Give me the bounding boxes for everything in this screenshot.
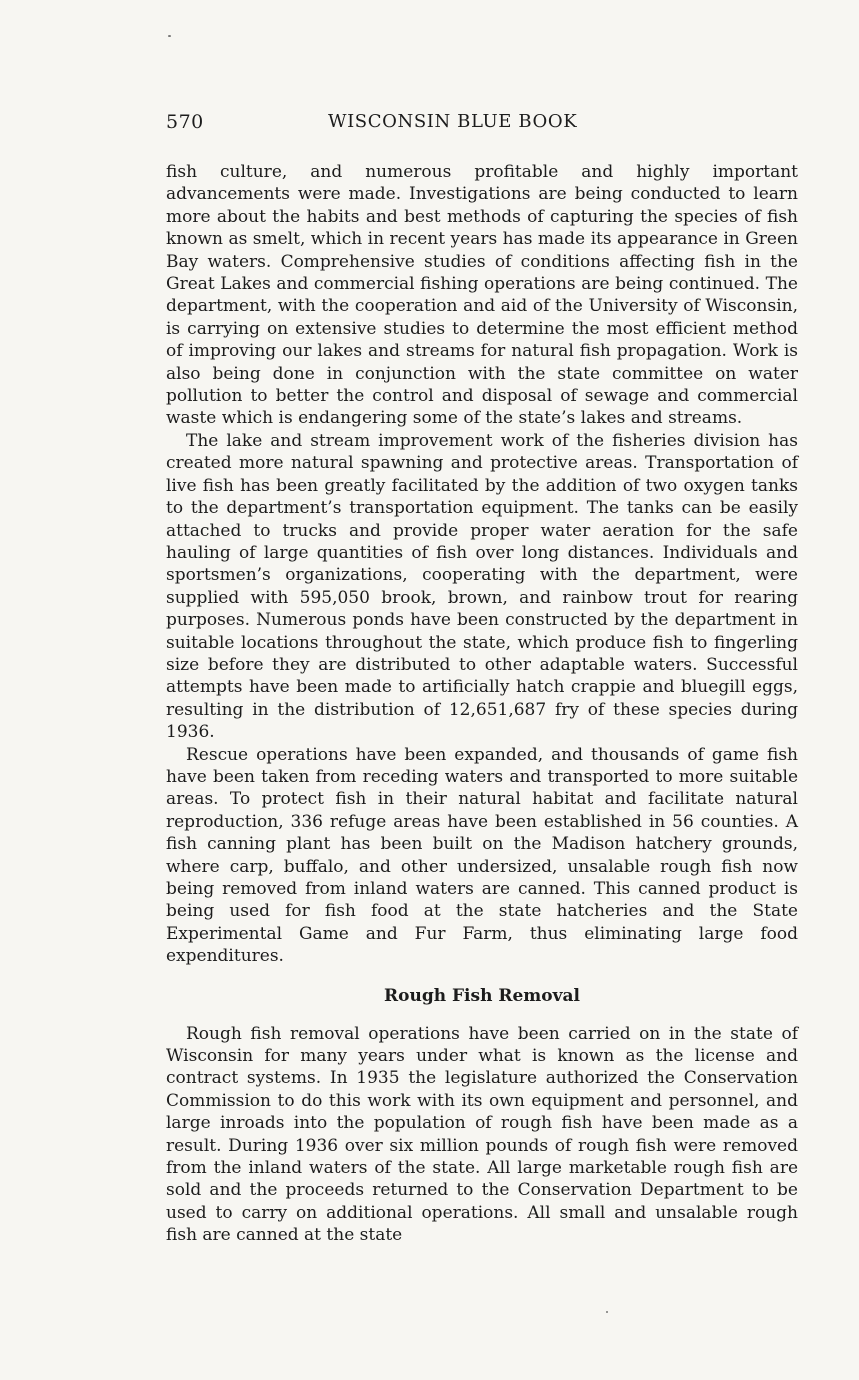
paragraph: Rough fish removal operations have been carried on in the state of Wisconsin for many years under what is known as the license and contract systems. In 1935 the legislature authorized the Conservation Commission to do this work with its own equipment and personnel, and large inroads into the population of rough fish have been made as a result. During 1936 over six million pounds of rough fish were removed from the inland waters of the state. All large marketable rough fish are sold and the proceeds returned to the Conservation Department to be used to carry on additional operations. All small and unsalable rough fish are canned at the state [166, 1023, 798, 1246]
book-title: WISCONSIN BLUE BOOK [328, 111, 578, 132]
paragraph: fish culture, and numerous profitable and highly important advancements were made. Investigations are being conducted to learn more about the habits and best methods of capturing the species of fish known as smelt, which in recent years has made its appearance in Green Bay waters. Comprehensive studies of conditions affecting fish in the Great Lakes and commercial fishing operations are being continued. The department, with the cooperation and aid of the University of Wisconsin, is carrying on extensive studies to determine the most efficient method of improving our lakes and streams for natural fish propagation. Work is also being done in conjunction with the state committee on water pollution to better the control and disposal of sewage and commercial waste which is endangering some of the state’s lakes and streams. [166, 162, 798, 429]
paragraph: Rescue operations have been expanded, and thousands of game fish have been taken from receding waters and transported to more suitable areas. To protect fish in their natural habitat and facilitate natural reproduction, 336 refuge areas have been established in 56 counties. A fish canning plant has been built on the Madison hatchery grounds, where carp, buffalo, and other undersized, unsalable rough fish now being removed from inland waters are canned. This canned product is being used for fish food at the state hatcheries and the State Experimental Game and Fur Farm, thus eliminating large food expenditures. [166, 744, 798, 967]
paper-speck [168, 35, 171, 37]
body-text [166, 161, 798, 1247]
section-heading: Rough Fish Removal [384, 985, 580, 1006]
paragraph: The lake and stream improvement work of the fisheries division has created more natural spawning and protective areas. Transportation of live fish has been greatly facilitated by the addition of two oxygen tanks to the department’s transportation equipment. The tanks can be easily attached to trucks and provide proper water aeration for the safe hauling of large quantities of fish over long distances. Individuals and sportsmen’s organizations, cooperating with the department, were supplied with 595,050 brook, brown, and rainbow trout for rearing purposes. Numerous ponds have been constructed by the department in suitable locations throughout the state, which produce fish to fingerling size before they are distributed to other adaptable waters. Successful attempts have been made to artificially hatch crappie and bluegill eggs, resulting in the distribution of 12,651,687 fry of these species during 1936. [166, 430, 798, 743]
running-head [166, 111, 798, 137]
page-number: 570 [166, 111, 204, 133]
paper-speck [606, 1311, 608, 1313]
